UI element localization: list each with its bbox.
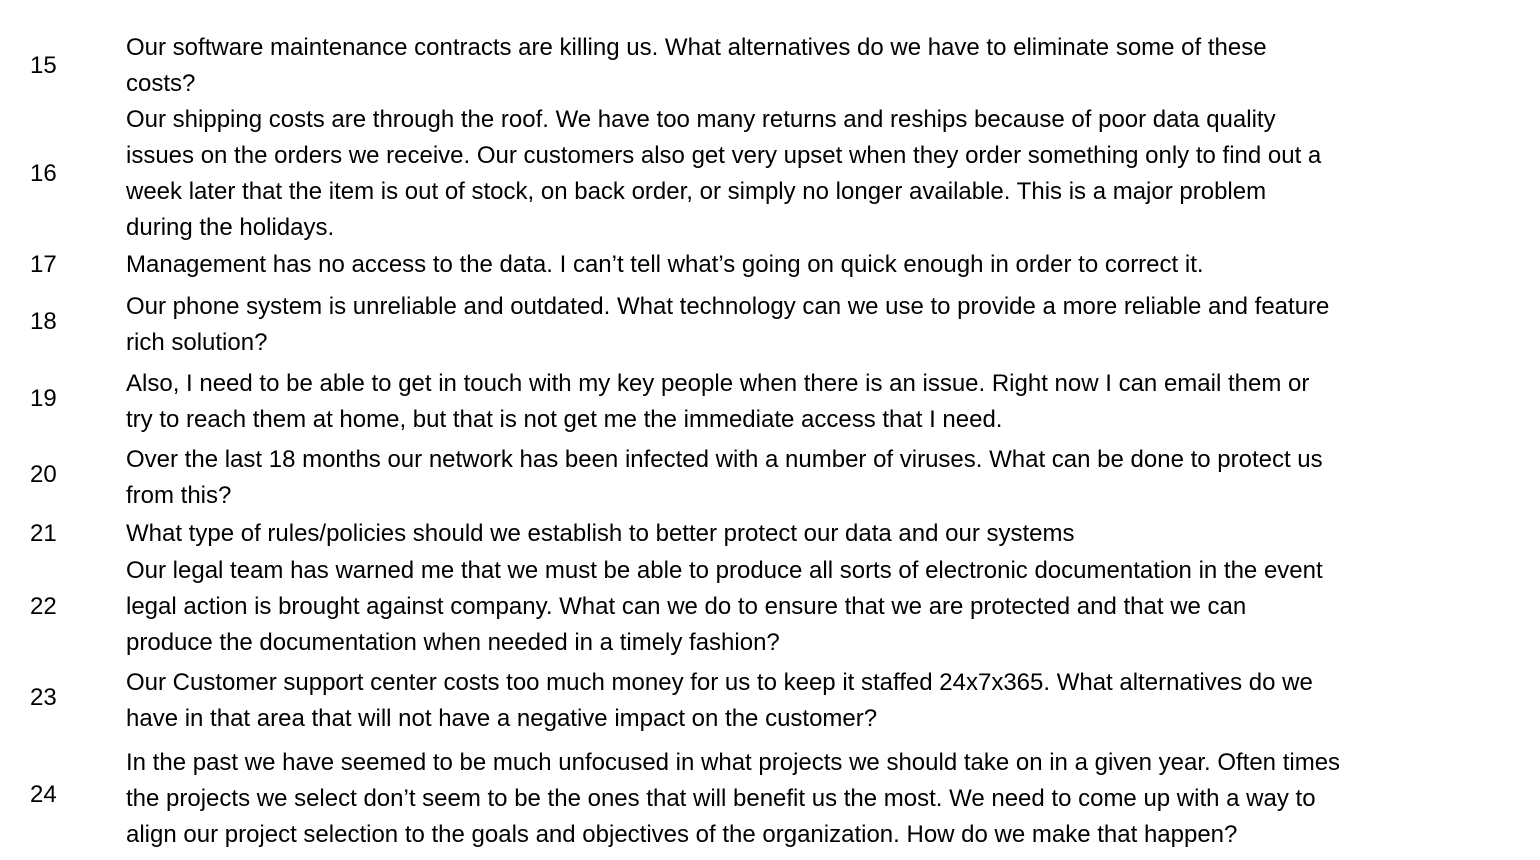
row-number: 15 [30, 52, 57, 79]
row-number: 16 [30, 160, 57, 187]
row-text: In the past we have seemed to be much unfocused in what projects we should take on in a given year. Often times the projects we select don’t seem to be the ones that will benefit us the most. We need to come up with a way to align our project selection to the goals and objectives of the organization. How do we make that happen? [126, 749, 1341, 848]
row-number: 24 [30, 781, 57, 808]
row-text: Management has no access to the data. I can’t tell what’s going on quick enough in order to correct it. [126, 251, 1204, 278]
row-text: What type of rules/policies should we establish to better protect our data and our systems [126, 520, 1075, 547]
row-text: Our software maintenance contracts are killing us. What alternatives do we have to eliminate some of these costs? [126, 34, 1267, 97]
row-text: Over the last 18 months our network has been infected with a number of viruses. What can be done to protect us from this? [126, 446, 1323, 509]
row-number: 19 [30, 385, 57, 412]
row-text: Our shipping costs are through the roof. We have too many returns and reships because of poor data quality issues on the orders we receive. Our customers also get very upset when they order something only to find out a week later that the item is out of stock, on back order, or simply no longer available. This is a major problem during the holidays. [126, 106, 1322, 241]
row-number: 17 [30, 251, 57, 278]
row-text: Our phone system is unreliable and outdated. What technology can we use to provide a more reliable and feature rich solution? [126, 293, 1330, 356]
row-text: Our Customer support center costs too much money for us to keep it staffed 24x7x365. What alternatives do we have in that area that will not have a negative impact on the customer? [126, 669, 1313, 732]
row-number: 18 [30, 308, 57, 335]
row-number: 22 [30, 593, 57, 620]
row-number: 20 [30, 461, 57, 488]
row-number: 21 [30, 520, 57, 547]
row-number: 23 [30, 684, 57, 711]
row-text: Our legal team has warned me that we must be able to produce all sorts of electronic documentation in the event legal action is brought against company. What can we do to ensure that we are protected and that we can produce the documentation when needed in a timely fashion? [126, 557, 1323, 656]
row-text: Also, I need to be able to get in touch with my key people when there is an issue. Right now I can email them or try to reach them at home, but that is not get me the immediate access that I need. [126, 370, 1310, 433]
